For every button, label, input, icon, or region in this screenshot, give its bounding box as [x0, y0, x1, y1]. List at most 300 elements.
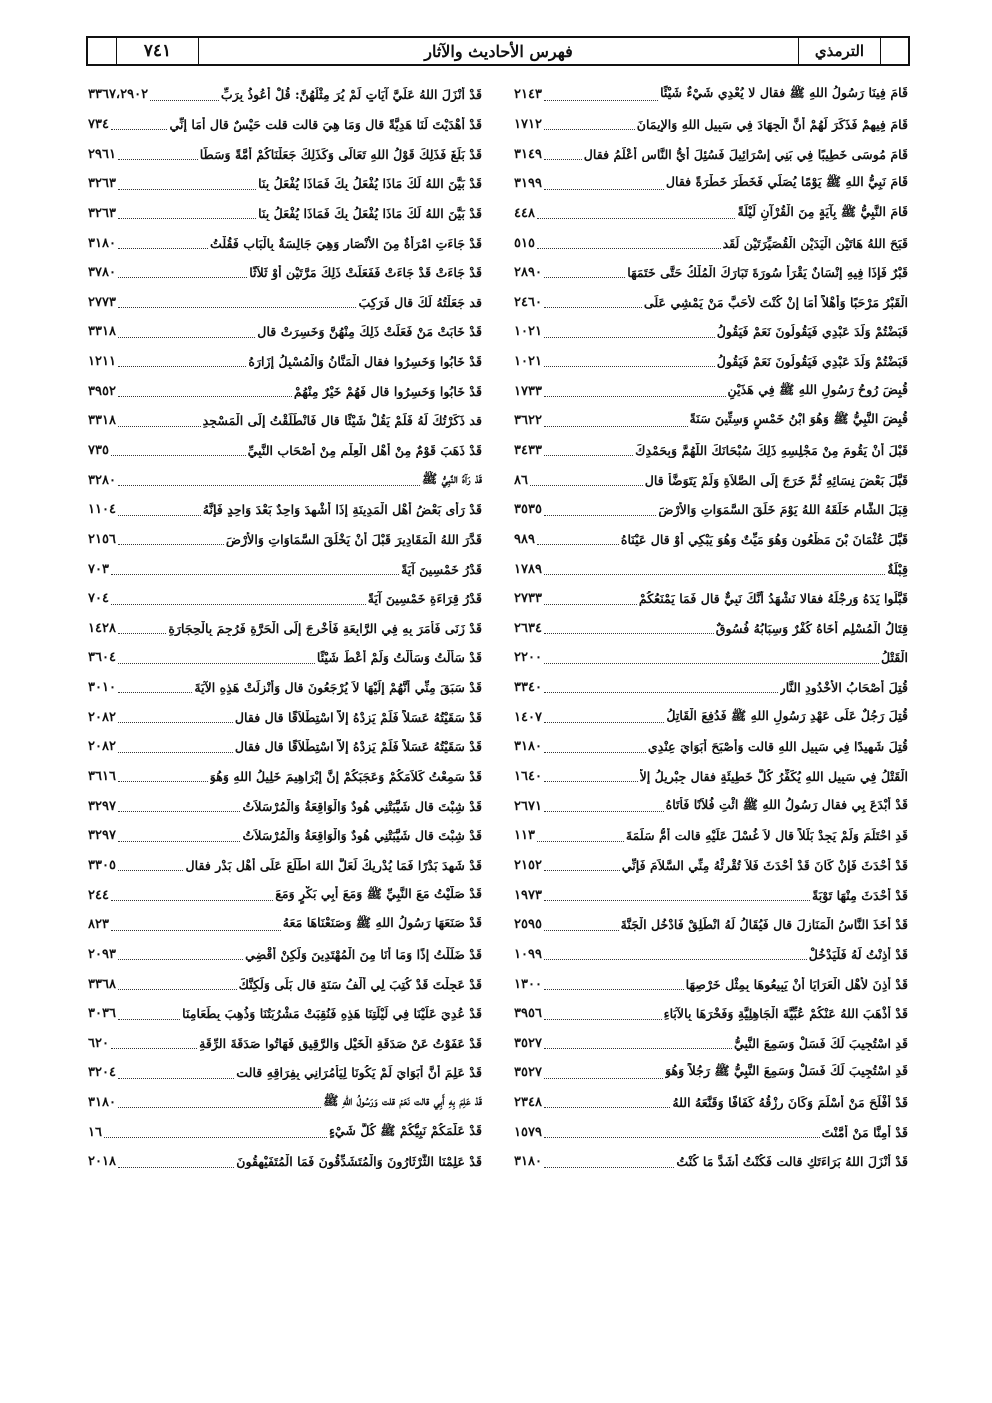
entry-text: قَدْ عَجِلْتَ قَدْ كُتِبَ لِي أَلْفُ سَنَةٍ قال بَلَى وَلَكِنَّكَ: [238, 976, 482, 992]
index-entry: [514, 999, 908, 1029]
dot-leader: [544, 930, 619, 931]
entry-text: قَدْ عَلِمَ بِهِ أَبِي قالت نَعَمْ قلت وَرَسُولُ اللهِ ﷺ: [323, 1093, 482, 1109]
entry-text: قَدْ أَحْدَثَ مِنْهَا تَوْبَةً: [812, 887, 908, 903]
index-entry: [88, 1029, 482, 1059]
entry-text: قَدْ ضَلَلْتُ إِذًا وَمَا أَنَا مِنَ الْمُهْتَدِينَ وَلَكِنْ أَقْضِي: [245, 946, 482, 962]
hadith-number: ٣٦٠٤: [88, 650, 116, 666]
index-entry: [514, 940, 908, 970]
entry-text: قُبِضَ رُوحُ رَسُولِ اللهِ ﷺ فِي هَذَيْنِ: [727, 381, 908, 397]
dot-leader: [118, 989, 237, 990]
hadith-number: ٤٤٨: [514, 205, 535, 221]
index-entry: [514, 436, 908, 466]
dot-leader: [118, 248, 208, 249]
index-entry: [88, 258, 482, 288]
dot-leader: [544, 1078, 663, 1079]
hadith-number: ٢٠٩٣: [88, 946, 116, 962]
dot-leader: [111, 930, 281, 931]
index-entry: [88, 376, 482, 406]
hadith-number: ٢٠٨٢: [88, 709, 116, 725]
hadith-number: ٣٣١٨: [88, 324, 116, 340]
index-entry: [514, 969, 908, 999]
left-column: [88, 80, 482, 1280]
index-entry: [88, 643, 482, 673]
index-entry: [88, 199, 482, 229]
index-entry: [88, 673, 482, 703]
index-title: فهرس الأحاديث والآثار: [198, 38, 798, 64]
hadith-number: ٣٣١٨: [88, 413, 116, 429]
hadith-number: ٣٢٠٤: [88, 1065, 116, 1081]
entry-text: قَدْ أَبْدَعَ بِي فقال رَسُولُ اللهِ ﷺ ائْتِ فُلاَنًا فَأَتَاهُ: [665, 796, 908, 812]
hadith-number: ١٣٠٠: [514, 976, 542, 992]
entry-text: قَدْ بَلَغَ فَذَلِكَ قَوْلُ اللهِ تَعَالَى وَكَذَلِكَ جَعَلْنَاكُمْ أُمَّةً وَسَطًا: [199, 146, 482, 162]
entry-text: قَدْ أَهْدَيْتَ لَنَا هَدِيَّةً قال وَمَا هِيَ قالت قلت حَيْسٌ قال أَمَا إِنِّي: [169, 116, 482, 132]
index-entry: [514, 910, 908, 940]
entry-text: قَدْ عَلِمْنَا الثَّرْثَارُونَ وَالْمُتَشَدِّقُونَ فَمَا الْمُتَفَيْهِقُونَ: [236, 1154, 482, 1170]
dot-leader: [544, 692, 778, 693]
hadith-number: ٣٠١٠: [88, 680, 116, 696]
dot-leader: [544, 1019, 662, 1020]
dot-leader: [118, 1107, 321, 1108]
index-entry: [514, 762, 908, 792]
entry-text: قَدْ شِبْتَ قال شَيَّبَتْنِي هُودٌ وَالْوَاقِعَةُ وَالْمُرْسَلاَتُ: [242, 798, 482, 814]
hadith-number: ٢٤٦٠: [514, 294, 542, 310]
index-entry: [514, 1058, 908, 1088]
entry-text: قَبَضْتُمْ وَلَدَ عَبْدِي فَيَقُولُونَ نَعَمْ فَيَقُولُ: [716, 324, 908, 340]
index-entry: [88, 762, 482, 792]
dot-leader: [544, 129, 635, 130]
index-entry: [514, 139, 908, 169]
hadith-number: ٢٥٩٥: [514, 917, 542, 933]
header-blank-cell-left: [88, 38, 116, 64]
dot-leader: [118, 1078, 234, 1079]
page-header: [86, 36, 910, 66]
entry-text: قَدْ أَفْلَحَ مَنْ أَسْلَمَ وَكَانَ رِزْقُهُ كَفَافًا وَقَنَّعَهُ اللهُ: [672, 1095, 908, 1111]
entry-text: قَدْ أَخَذَ النَّاسُ الْمَنَازِلَ قال فَيُقَالُ لَهُ انْطَلِقْ فَادْخُلِ الْجَنَّةَ: [620, 917, 908, 933]
entry-text: قَدْ أَذِنْتُ لَهُ فَلْيَدْخُلْ: [808, 946, 908, 962]
hadith-number: ٣٣٦٨: [88, 976, 116, 992]
hadith-number: ٣١٨٠: [514, 739, 542, 755]
hadith-number: ٢٧٧٣: [88, 294, 116, 310]
hadith-number: ٧٣٥: [88, 443, 109, 458]
hadith-number: ٣٢٦٣: [88, 205, 116, 221]
hadith-number: ٢٠٨٢: [88, 739, 116, 755]
index-entry: [88, 169, 482, 199]
hadith-number: ٣٦١٦: [88, 769, 116, 785]
hadith-number: ٣٦٢٢: [514, 413, 542, 429]
entry-text: قَدْ صَلَّيْتُ مَعَ النَّبِيِّ ﷺ وَمَعَ أَبِي بَكْرٍ وَمَعَ: [275, 885, 482, 901]
dot-leader: [118, 396, 292, 397]
dot-leader: [537, 841, 624, 842]
hadith-number: ١٠٢١: [514, 354, 542, 370]
hadith-number: ٣١٨٠: [88, 1095, 116, 1111]
dot-leader: [118, 811, 241, 812]
hadith-number: ١٩٧٣: [514, 887, 542, 903]
entry-text: قَدْ سَقَيْتُهُ عَسَلاً فَلَمْ يَزِدْهُ إِلاَّ اسْتِطْلاَقًا قال فقال: [234, 709, 482, 725]
hadith-number: ١١٣: [514, 828, 535, 844]
entry-text: قُتِلَ أَصْحَابُ الأُخْدُودِ النَّارِ: [779, 680, 908, 696]
dot-leader: [118, 870, 184, 871]
index-entry: [88, 465, 482, 495]
page-number: ٧٤١: [116, 38, 198, 64]
dot-leader: [544, 663, 879, 664]
index-entry: [88, 347, 482, 377]
entry-text: قَدْ رَآهُ النَّبِيُّ ﷺ: [421, 470, 482, 486]
entry-text: قَدْ جَاءَتِ امْرَأَةٌ مِنَ الأَنْصَارِ وَهِيَ جَالِسَةٌ بِالْبَابِ فَقُلْتُ: [209, 235, 482, 251]
dot-leader: [544, 426, 688, 427]
hadith-number: ١٦٤٠: [514, 769, 542, 785]
dot-leader: [111, 574, 399, 575]
right-column: [514, 80, 908, 1280]
hadith-number: ١٥٧٩: [514, 1124, 542, 1140]
entry-text: قَدْ أَنْزَلَ اللهُ بَرَاءَتَكِ قالت فَكُنْتُ أَشَدَّ مَا كُنْتُ: [676, 1154, 908, 1170]
hadith-number: ٣٠٣٦: [88, 1006, 116, 1022]
book-name: الترمذي: [798, 38, 880, 64]
index-entry: [88, 821, 482, 851]
hadith-number: ٨٦: [514, 472, 528, 488]
index-entry: [88, 702, 482, 732]
index-entry: [514, 317, 908, 347]
dot-leader: [118, 337, 255, 338]
dot-leader: [118, 722, 233, 723]
entry-text: قَدْ بَيَّنَ اللهُ لَكَ مَاذَا يُفْعَلُ بِكَ فَمَاذَا يُفْعَلُ بِنَا: [258, 176, 482, 192]
entry-text: قَبَّلَ بَعْضَ نِسَائِهِ ثُمَّ خَرَجَ إِلَى الصَّلاَةِ وَلَمْ يَتَوَضَّأْ قال: [644, 472, 908, 488]
header-blank-cell-right: [880, 38, 908, 64]
entry-text: قَدْ خَابُوا وَخَسِرُوا فقال الْمَنَّانُ وَالْمُسْبِلُ إِزَارَهُ: [248, 354, 482, 370]
hadith-number: ٢١٥٦: [88, 531, 116, 547]
index-entry: [88, 1147, 482, 1177]
dot-leader: [544, 989, 684, 990]
dot-leader: [544, 811, 664, 812]
entry-text: قَدْ عَفَوْتُ عَنْ صَدَقَةِ الْخَيْلِ وَالرَّقِيقِ فَهَاتُوا صَدَقَةَ الرِّقَةِ: [199, 1035, 482, 1051]
dot-leader: [537, 544, 619, 545]
hadith-number: ٧٣٤: [88, 116, 109, 132]
index-entry: [514, 614, 908, 644]
hadith-number: ٨٢٣: [88, 917, 109, 933]
index-entry: [514, 791, 908, 821]
entry-text: قَبَّلَ عُثْمَانَ بْنَ مَظْعُونٍ وَهُوَ مَيِّتٌ وَهُوَ يَبْكِي أَوْ قال عَيْنَاهُ: [620, 531, 908, 547]
dot-leader: [118, 841, 241, 842]
dot-leader: [118, 218, 256, 219]
dot-leader: [544, 100, 658, 101]
entry-text: قَامَ النَّبِيُّ ﷺ بِآيَةٍ مِنَ الْقُرْآنِ لَيْلَةً: [737, 203, 908, 219]
hadith-number: ٣٥٣٥: [514, 502, 542, 518]
hadith-number: ٣٢٩٧: [88, 828, 116, 844]
index-entry: [88, 880, 482, 910]
entry-text: قَدِ اسْتُجِيبَ لَكَ فَسَلْ وَسَمِعَ النَّبِيُّ: [734, 1035, 908, 1051]
hadith-number: ٢٦٧١: [514, 798, 542, 814]
entry-text: قَدْ صَنَعَهَا رَسُولُ اللهِ ﷺ وَصَنَعْنَاهَا مَعَهُ: [282, 915, 482, 931]
dot-leader: [544, 633, 714, 634]
index-entry: [514, 347, 908, 377]
entry-text: قَدِ اسْتُجِيبَ لَكَ فَسَلْ وَسَمِعَ النَّبِيُّ ﷺ رَجُلاً وَهُوَ: [665, 1063, 908, 1079]
dot-leader: [104, 1137, 327, 1138]
hadith-number: ٢٣٤٨: [514, 1095, 542, 1111]
index-entry: [514, 199, 908, 229]
dot-leader: [544, 574, 885, 575]
dot-leader: [118, 663, 315, 664]
index-entry: [514, 406, 908, 436]
hadith-number: ١٠٢١: [514, 324, 542, 340]
entry-text: قَدْ سَأَلْتُ وَسَأَلْتُ وَلَمْ أُعْطَ شَيْئًا: [316, 650, 482, 666]
entry-text: قَدْ سَبَقَ مِنِّي أَنَّهُمْ إِلَيْهَا لاَ يُرْجَعُونَ قال وَأُنْزِلَتْ هَذِهِ الآيَةَ: [194, 680, 482, 696]
hadith-number: ١١٠٤: [88, 502, 116, 518]
entry-text: قِتَالُ الْمُسْلِمِ أَخَاهُ كُفْرٌ وَسِبَابُهُ فُسُوقٌ: [715, 620, 908, 636]
index-entry: [88, 406, 482, 436]
dot-leader: [537, 218, 736, 219]
dot-leader: [544, 307, 642, 308]
dot-leader: [111, 455, 246, 456]
hadith-number: ٣٣٠٥: [88, 857, 116, 873]
index-entry: [514, 110, 908, 140]
entry-text: قَدْ عُدِيَ عَلَيْنَا فِي لَيْلَتِنَا هَذِهِ فَنُقِبَتْ مَشْرُبَتُنَا وَذُهِبَ بِطَعَامِنَا: [182, 1006, 482, 1022]
entry-text: قُتِلَ رَجُلٌ عَلَى عَهْدِ رَسُولِ اللهِ ﷺ فَدُفِعَ الْقَاتِلُ: [666, 707, 908, 723]
hadith-number: ٣٩٥٦: [514, 1006, 542, 1022]
dot-leader: [118, 307, 357, 308]
hadith-number: ٣٩٥٢: [88, 383, 116, 399]
hadith-number: ٣٢٨٠: [88, 472, 116, 488]
index-entry: [514, 1088, 908, 1118]
index-entry: [514, 258, 908, 288]
entry-text: قُتِلَ شَهِيدًا فِي سَبِيلِ اللهِ قالت وَأَصْبَحَ أَبَوَايَ عِنْدِي: [647, 739, 908, 755]
hadith-number: ٢٩٦١: [88, 146, 116, 162]
entry-text: قَبَّلُوا يَدَهُ وَرِجْلَهُ فقالا نَشْهَدُ أَنَّكَ نَبِيٌّ قال فَمَا يَمْنَعُكُمْ: [638, 591, 908, 607]
dot-leader: [118, 277, 247, 278]
index-entry: [514, 673, 908, 703]
index-entry: [88, 999, 482, 1029]
dot-leader: [544, 781, 638, 782]
index-entry: [88, 525, 482, 555]
hadith-number: ٢٤٤: [88, 887, 109, 903]
dot-leader: [544, 1048, 732, 1049]
index-entry: [514, 525, 908, 555]
hadith-number: ٣١٤٩: [514, 146, 542, 162]
entry-text: قَبْلَ أَنْ يَقُومَ مِنْ مَجْلِسِهِ ذَلِكَ سُبْحَانَكَ اللَّهُمَّ وَبِحَمْدِكَ: [635, 443, 908, 458]
entry-text: قَدَّرَ اللهُ الْمَقَادِيرَ قَبْلَ أَنْ يَخْلُقَ السَّمَاوَاتِ وَالأَرْضَ: [225, 531, 482, 547]
dot-leader: [118, 426, 201, 427]
index-entry: [88, 1058, 482, 1088]
entry-text: قَبَضْتُمْ وَلَدَ عَبْدِي فَيَقُولُونَ نَعَمْ فَيَقُولُ: [716, 354, 908, 370]
entry-text: الْقَبْرُ مَرْحَبًا وَأَهْلاً أَمَا إِنْ كُنْتَ لأَحَبَّ مَنْ يَمْشِي عَلَى: [643, 294, 908, 310]
dot-leader: [118, 515, 201, 516]
hadith-number: ٧٠٤: [88, 591, 109, 607]
index-entry: [88, 1088, 482, 1118]
entry-text: قَدْ أَذِنَ لأَهْلِ الْعَرَايَا أَنْ يَبِيعُوهَا بِمِثْلِ خَرْصِهَا: [685, 976, 908, 992]
hadith-number: ٧٠٣: [88, 561, 109, 577]
entry-text: قِبَلَ الشَّامِ خَلَقَهُ اللهُ يَوْمَ خَلَقَ السَّمَوَاتِ وَالأَرْضَ: [658, 502, 908, 518]
entry-text: قَدْ سَمِعْتُ كَلاَمَكُمْ وَعَجَبَكُمْ إِنَّ إِبْرَاهِيمَ خَلِيلُ اللهِ وَهُوَ: [209, 769, 482, 785]
dot-leader: [118, 692, 192, 693]
index-entry: [514, 1029, 908, 1059]
hadith-number: ٣٢٩٧: [88, 798, 116, 814]
entry-text: قَدْ شَهِدَ بَدْرًا فَمَا يُدْرِيكَ لَعَلَّ اللهَ اطَّلَعَ عَلَى أَهْلِ بَدْرٍ فقال: [185, 857, 482, 873]
dot-leader: [118, 781, 208, 782]
dot-leader: [544, 396, 726, 397]
index-entry: [514, 1147, 908, 1177]
hadith-number: ٢٢٠٠: [514, 650, 542, 666]
dot-leader: [118, 1019, 180, 1020]
index-entry: [88, 317, 482, 347]
dot-leader: [544, 1107, 670, 1108]
index-entry: [514, 554, 908, 584]
index-entry: [88, 732, 482, 762]
hadith-number: ٣٣٦٧،٢٩٠٢: [88, 87, 149, 103]
dot-leader: [118, 1167, 234, 1168]
hadith-number: ٣٥٢٧: [514, 1035, 542, 1051]
index-entry: [514, 287, 908, 317]
entry-text: قَبَحَ اللهُ هَاتَيْنِ الْيَدَيْنِ الْقُصَيِّرَتَيْنِ لَقَد: [722, 235, 908, 251]
entry-text: قَامَ نَبِيُّ اللهِ ﷺ يَوْمًا يُصَلِّي فَخَطَرَ خَطْرَةً فقال: [665, 174, 908, 190]
entry-text: قَدْ بَيَّنَ اللهُ لَكَ مَاذَا يُفْعَلُ بِكَ فَمَاذَا يُفْعَلُ بِنَا: [258, 205, 482, 221]
dot-leader: [544, 515, 656, 516]
hadith-number: ٢١٥٢: [514, 857, 542, 873]
dot-leader: [544, 722, 664, 723]
dot-leader: [150, 100, 219, 101]
index-entry: [88, 495, 482, 525]
index-entry: [88, 969, 482, 999]
dot-leader: [111, 604, 366, 605]
hadith-number: ٣١٩٩: [514, 176, 542, 192]
entry-text: قَدْ رَأَى بَعْضُ أَهْلِ الْمَدِينَةِ إِذَا أُشْهِدَ وَاحِدٌ بَعْدَ وَاحِدٍ فَإِنَّهُ: [202, 502, 482, 518]
hadith-number: ٣٥٢٧: [514, 1065, 542, 1081]
entry-text: قَامَ مُوسَى خَطِيبًا فِي بَنِي إِسْرَائِيلَ فَسُئِلَ أَيُّ النَّاسِ أَعْلَمُ فقال: [583, 146, 908, 162]
entry-text: قَامَ فِيهِمْ فَذَكَرَ لَهُمْ أَنَّ الْجِهَادَ فِي سَبِيلِ اللهِ وَالإِيمَانَ: [636, 116, 908, 132]
dot-leader: [118, 485, 420, 486]
hadith-number: ٢٦٣٤: [514, 620, 542, 636]
index-entry: [514, 851, 908, 881]
hadith-number: ٢٠١٨: [88, 1154, 116, 1170]
hadith-number: ٣٧٨٠: [88, 265, 116, 281]
entry-text: قَدْ أَذْهَبَ اللهُ عَنْكُمْ عُبِّيَّةَ الْجَاهِلِيَّةِ وَفَخْرَهَا بِالآبَاءِ: [663, 1006, 908, 1022]
index-entry: [88, 791, 482, 821]
hadith-number: ٦٢٠: [88, 1035, 109, 1051]
hadith-number: ١٤٠٧: [514, 709, 542, 725]
dot-leader: [111, 1048, 197, 1049]
dot-leader: [118, 366, 246, 367]
hadith-number: ٣٤٣٣: [514, 443, 542, 458]
dot-leader: [544, 870, 620, 871]
index-entry: [514, 821, 908, 851]
hadith-number: ٣٣٤٠: [514, 680, 542, 696]
index-entry: [514, 465, 908, 495]
dot-leader: [544, 900, 810, 901]
hadith-number: ١٦: [88, 1124, 102, 1140]
entry-text: قَدْ عَلَّمَكُمْ نَبِيُّكُمْ ﷺ كُلَّ شَيْءٍ: [328, 1122, 482, 1138]
index-entry: [514, 702, 908, 732]
dot-leader: [544, 189, 664, 190]
dot-leader: [111, 129, 168, 130]
index-entry: [514, 376, 908, 406]
entry-text: قُبِضَ النَّبِيُّ ﷺ وَهُوَ ابْنُ خَمْسٍ وَسِتِّينَ سَنَةً: [689, 411, 908, 427]
hadith-number: ١٧١٢: [514, 116, 542, 132]
index-entry: [88, 228, 482, 258]
dot-leader: [118, 959, 243, 960]
dot-leader: [544, 159, 582, 160]
hadith-number: ٥١٥: [514, 235, 535, 251]
index-entry: [88, 139, 482, 169]
hadith-number: ٢٨٩٠: [514, 265, 542, 281]
index-entry: [514, 880, 908, 910]
entry-text: قد جَعَلْتُهُ لَكَ قال فَرَكِبَ: [358, 294, 482, 310]
index-entry: [514, 643, 908, 673]
index-entry: [88, 614, 482, 644]
entry-text: قد ذَكَرْتُكَ لَهُ فَلَمْ يَقُلْ شَيْئًا قال فَانْطَلَقْتُ إِلَى الْمَسْجِدِ: [202, 413, 482, 429]
entry-text: قَبْرٌ فَإِذَا فِيهِ إِنْسَانٌ يَقْرَأُ سُورَةَ تَبَارَكَ الْمُلْكُ حَتَّى خَتَمَهَا: [627, 265, 908, 281]
hadith-number: ٣١٨٠: [514, 1154, 542, 1170]
index-entry: [88, 110, 482, 140]
index-entry: [514, 732, 908, 762]
dot-leader: [118, 633, 166, 634]
dot-leader: [544, 366, 715, 367]
hadith-number: ١٤٢٨: [88, 620, 116, 636]
entry-text: الْقَتْلُ: [880, 650, 908, 666]
dot-leader: [118, 752, 233, 753]
dot-leader: [118, 544, 224, 545]
index-entry: [88, 287, 482, 317]
hadith-number: ٩٨٩: [514, 531, 535, 547]
dot-leader: [544, 337, 715, 338]
entry-text: قَدْ أَحْدَثَ فَإِنْ كَانَ قَدْ أَحْدَثَ فَلاَ تُقْرِئْهُ مِنِّي السَّلاَمَ فَإِنِّي: [621, 857, 908, 873]
entry-text: قَدْ زَنَى فَأَمَرَ بِهِ فِي الرَّابِعَةِ فَأُخْرِجَ إِلَى الْحَرَّةِ فَرُجِمَ بِالْحِجَارَةِ: [168, 620, 482, 636]
hadith-number: ٢٧٣٣: [514, 591, 542, 607]
hadith-number: ٣٢٦٣: [88, 176, 116, 192]
dot-leader: [530, 485, 643, 486]
entry-text: قَدْ سَقَيْتُهُ عَسَلاً فَلَمْ يَزِدْهُ إِلاَّ اسْتِطْلاَقًا قال فقال: [234, 739, 482, 755]
entry-text: قَامَ فِينَا رَسُولُ اللهِ ﷺ فقال لا يُعْدِي شَيْءٌ شَيْئًا: [660, 85, 908, 101]
dot-leader: [111, 900, 273, 901]
entry-text: قَدْرُ قِرَاءَةِ خَمْسِينَ آيَةً: [367, 591, 482, 607]
entry-text: قَدْ خَابُوا وَخَسِرُوا قال فَهُمْ خَيْرٌ مِنْهُمْ: [293, 383, 482, 399]
dot-leader: [544, 277, 625, 278]
entry-text: قِبْلَةٌ: [887, 561, 908, 577]
index-entry: [88, 851, 482, 881]
entry-text: قَدْرُ خَمْسِينَ آيَةً: [401, 561, 482, 577]
dot-leader: [544, 959, 807, 960]
index-entry: [514, 495, 908, 525]
dot-leader: [544, 455, 633, 456]
index-entry: [88, 1117, 482, 1147]
dot-leader: [118, 159, 198, 160]
entry-text: قَدْ جَاءَتْ قَدْ جَاءَتْ فَفَعَلَتْ ذَلِكَ مَرَّتَيْنِ أَوْ ثَلاَثًا: [249, 265, 482, 281]
dot-leader: [544, 1137, 820, 1138]
index-entry: [88, 940, 482, 970]
entry-text: الْقَتْلُ فِي سَبِيلِ اللهِ يُكَفِّرُ كُلَّ خَطِيئَةٍ فقال جِبْرِيلُ إِلاَّ: [639, 769, 908, 785]
index-entry: [88, 910, 482, 940]
dot-leader: [537, 248, 721, 249]
hadith-number: ١٧٨٩: [514, 561, 542, 577]
entry-text: قَدْ شِبْتَ قال شَيَّبَتْنِي هُودٌ وَالْوَاقِعَةُ وَالْمُرْسَلاَتُ: [242, 828, 482, 844]
hadith-number: ١٧٣٣: [514, 383, 542, 399]
dot-leader: [544, 604, 637, 605]
dot-leader: [118, 189, 256, 190]
index-entry: [88, 554, 482, 584]
dot-leader: [544, 752, 646, 753]
hadith-number: ٣١٨٠: [88, 235, 116, 251]
index-entry: [514, 80, 908, 110]
entry-text: قَدْ ذَهَبَ قَوْمٌ مِنْ أَهْلِ الْعِلْمِ مِنْ أَصْحَابِ النَّبِيِّ: [247, 443, 482, 458]
hadith-number: ١٠٩٩: [514, 946, 542, 962]
index-entry: [514, 584, 908, 614]
index-entry: [88, 584, 482, 614]
index-columns: [88, 80, 908, 1280]
index-entry: [88, 80, 482, 110]
entry-text: قَدْ أَمِنَّا مَنْ أَمَّنْتَ: [821, 1124, 908, 1140]
entry-text: قَدْ خَابَتْ مَنْ فَعَلَتْ ذَلِكَ مِنْهُنَّ وَخَسِرَتْ قال: [257, 324, 482, 340]
hadith-number: ٢١٤٣: [514, 87, 542, 103]
index-entry: [514, 1117, 908, 1147]
entry-text: قَدْ أَنْزَلَ اللهُ عَلَيَّ آيَاتٍ لَمْ يُرَ مِثْلُهُنَّ: قُلْ أَعُوذُ بِرَبِّ: [220, 87, 482, 103]
entry-text: قَدْ عَلِمَ أَنَّ أَبَوَايَ لَمْ يَكُونَا لِيَأْمُرَانِي بِفِرَاقِهِ قالت: [236, 1065, 482, 1081]
index-entry: [514, 228, 908, 258]
